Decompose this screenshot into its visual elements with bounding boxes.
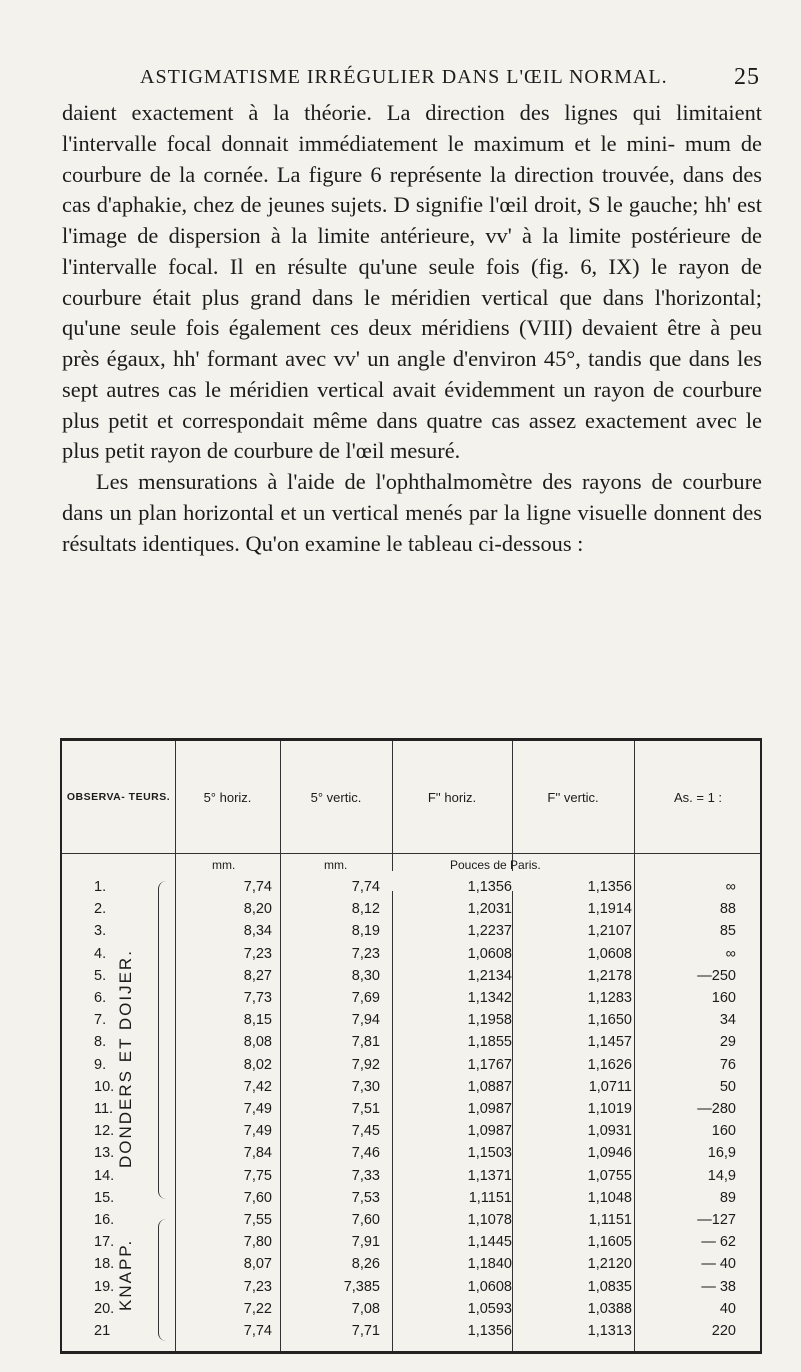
cell-astigmatism: 14,9 <box>707 1167 736 1184</box>
table-row <box>62 1234 760 1256</box>
table-row <box>62 990 760 1012</box>
table-row <box>62 1190 760 1212</box>
cell-5-vertic: 7,08 <box>351 1300 380 1317</box>
row-number: 14. <box>94 1167 115 1184</box>
table-row <box>62 879 760 901</box>
cell-astigmatism: 89 <box>719 1189 736 1206</box>
table-row <box>62 923 760 945</box>
header-5-horiz: 5° horiz. <box>203 789 252 805</box>
row-number: 17. <box>94 1234 115 1251</box>
cell-astigmatism: 76 <box>719 1056 736 1073</box>
cell-f-vertic: 1,1457 <box>587 1034 632 1051</box>
row-number: 20. <box>94 1300 115 1317</box>
row-number: 19. <box>94 1278 115 1295</box>
cell-f-horiz: 1,2031 <box>467 901 512 918</box>
cell-5-vertic: 7,74 <box>351 879 380 895</box>
cell-f-horiz: 1,1356 <box>467 879 512 895</box>
cell-5-vertic: 8,12 <box>351 901 380 918</box>
cell-5-vertic: 7,92 <box>351 1056 380 1073</box>
row-number: 12. <box>94 1123 115 1140</box>
header-rule <box>62 853 760 854</box>
cell-f-vertic: 1,0755 <box>587 1167 632 1184</box>
cell-f-vertic: 1,1313 <box>587 1323 632 1339</box>
cell-f-horiz: 1,1151 <box>468 1189 512 1206</box>
cell-astigmatism: 29 <box>719 1034 736 1051</box>
cell-5-vertic: 7,46 <box>351 1145 380 1162</box>
table-row <box>62 1079 760 1101</box>
cell-astigmatism: —280 <box>697 1101 736 1117</box>
cell-f-vertic: 1,0835 <box>587 1278 632 1295</box>
cell-5-horiz: 7,75 <box>243 1167 272 1184</box>
table-row <box>62 1256 760 1278</box>
header-astigmatism: As. = 1 : <box>673 789 723 805</box>
table-row <box>62 946 760 968</box>
cell-f-vertic: 1,1283 <box>587 990 632 1006</box>
cell-5-horiz: 7,74 <box>243 1323 272 1339</box>
cell-5-horiz: 8,15 <box>243 1012 272 1029</box>
cell-5-horiz: 8,08 <box>243 1034 272 1051</box>
cell-astigmatism: 88 <box>719 901 736 918</box>
cell-5-horiz: 8,34 <box>243 923 272 940</box>
table-row <box>62 1168 760 1190</box>
row-number: 13. <box>94 1145 115 1162</box>
row-number: 11. <box>94 1101 114 1117</box>
cell-f-horiz: 1,1855 <box>467 1034 512 1051</box>
cell-f-vertic: 1,1356 <box>587 879 632 895</box>
row-number: 21 <box>94 1323 111 1339</box>
group-label-donders: DONDERS ET DOIJER. <box>116 949 135 1169</box>
cell-f-vertic: 1,0608 <box>587 945 632 962</box>
row-number: 6. <box>94 990 107 1006</box>
table-row <box>62 1301 760 1323</box>
unit-mm: mm. <box>324 858 348 872</box>
row-number: 1. <box>94 879 107 895</box>
running-title: ASTIGMATISME IRRÉGULIER DANS L'ŒIL NORMAL. <box>140 66 668 88</box>
cell-5-vertic: 7,94 <box>351 1012 380 1029</box>
row-number: 16. <box>94 1212 115 1228</box>
table-row <box>62 1101 760 1123</box>
cell-5-vertic: 7,91 <box>351 1234 380 1251</box>
cell-5-horiz: 7,42 <box>243 1078 272 1095</box>
table-row <box>62 1123 760 1145</box>
cell-f-vertic: 1,1151 <box>588 1212 632 1228</box>
cell-5-vertic: 7,385 <box>343 1278 380 1295</box>
cell-astigmatism: ∞ <box>725 879 736 895</box>
cell-f-horiz: 1,2237 <box>467 923 512 940</box>
cell-f-horiz: 1,1356 <box>467 1323 512 1339</box>
cell-5-horiz: 7,73 <box>243 990 272 1006</box>
cell-f-horiz: 1,0987 <box>467 1123 512 1140</box>
cell-f-vertic: 1,1914 <box>587 901 632 918</box>
cell-5-horiz: 7,60 <box>243 1189 272 1206</box>
cell-5-horiz: 7,23 <box>243 945 272 962</box>
table-row <box>62 1034 760 1056</box>
cell-5-horiz: 7,80 <box>243 1234 272 1251</box>
cell-f-vertic: 1,2107 <box>587 923 632 940</box>
row-number: 4. <box>94 945 107 962</box>
cell-5-horiz: 8,20 <box>243 901 272 918</box>
cell-5-vertic: 7,30 <box>351 1078 380 1095</box>
cell-5-vertic: 7,23 <box>351 945 380 962</box>
cell-astigmatism: 85 <box>719 923 736 940</box>
cell-5-horiz: 7,49 <box>243 1123 272 1140</box>
cell-5-horiz: 7,23 <box>243 1278 272 1295</box>
cell-5-horiz: 7,55 <box>243 1212 272 1228</box>
cell-5-horiz: 8,02 <box>243 1056 272 1073</box>
cell-astigmatism: — 62 <box>701 1234 736 1251</box>
cell-5-vertic: 7,69 <box>351 990 380 1006</box>
unit-inches: Pouces de Paris. <box>450 858 541 872</box>
cell-astigmatism: —127 <box>697 1212 736 1228</box>
paragraph-2: Les mensurations à l'aide de l'ophthalmomètre des rayons de courbure dans un plan horizontal et un vertical menés par la ligne visuelle donnent des résultats identiques. Qu'on examine le tableau ci-dessous : <box>62 469 762 556</box>
data-table <box>60 738 762 1354</box>
cell-astigmatism: — 38 <box>701 1278 736 1295</box>
cell-astigmatism: —250 <box>697 967 736 984</box>
table-row <box>62 968 760 990</box>
cell-5-vertic: 7,33 <box>351 1167 380 1184</box>
cell-5-vertic: 7,45 <box>351 1123 380 1140</box>
cell-5-vertic: 7,51 <box>351 1101 380 1117</box>
cell-5-horiz: 7,84 <box>243 1145 272 1162</box>
cell-f-horiz: 1,1503 <box>467 1145 512 1162</box>
cell-5-vertic: 8,30 <box>351 967 380 984</box>
cell-f-horiz: 1,1078 <box>467 1212 512 1228</box>
table-row <box>62 1212 760 1234</box>
cell-5-vertic: 7,53 <box>351 1189 380 1206</box>
header-f-vertic: F'' vertic. <box>547 789 599 805</box>
cell-astigmatism: 16,9 <box>707 1145 736 1162</box>
row-number: 9. <box>94 1056 107 1073</box>
table-row <box>62 1012 760 1034</box>
row-number: 8. <box>94 1034 107 1051</box>
cell-5-horiz: 7,74 <box>243 879 272 895</box>
row-number: 2. <box>94 901 107 918</box>
table-row <box>62 1279 760 1301</box>
table-row <box>62 1323 760 1345</box>
header-f-horiz: F'' horiz. <box>427 789 477 805</box>
paragraph-1: daient exactement à la théorie. La direction des lignes qui limitaient l'intervalle focal donnait immédiatement le maximum et le mini- mum de courbure de la cornée. La figure 6 représente la direction trouvée, dans des cas d'aphakie, chez de jeunes sujets. D signifie l'œil droit, S le gauche; hh' est l'image de dispersion à la limite antérieure, vv' à la limite postérieure de l'intervalle focal. Il en résulte qu'une seule fois (fig. 6, IX) le rayon de courbure était plus grand dans le méridien vertical que dans l'horizontal; qu'une seule fois également ces deux méridiens (VIII) devaient être à peu près égaux, hh' formant avec vv' un angle d'environ 45°, tandis que dans les sept autres cas le méridien vertical avait évidemment un rayon de courbure plus petit et correspondait même dans quatre cas assez exactement avec le plus petit rayon de courbure de l'œil mesuré. <box>62 100 762 464</box>
cell-f-horiz: 1,0987 <box>467 1101 512 1117</box>
cell-5-horiz: 8,27 <box>243 967 272 984</box>
cell-f-horiz: 1,1958 <box>467 1012 512 1029</box>
table-row <box>62 1145 760 1167</box>
cell-5-vertic: 7,81 <box>351 1034 380 1051</box>
cell-5-horiz: 7,49 <box>243 1101 272 1117</box>
cell-astigmatism: 34 <box>719 1012 736 1029</box>
table-row <box>62 901 760 923</box>
cell-astigmatism: 220 <box>711 1323 736 1339</box>
cell-astigmatism: 40 <box>719 1300 736 1317</box>
group-label-knapp: KNAPP. <box>116 1238 135 1312</box>
row-number: 10. <box>94 1078 115 1095</box>
row-number: 15. <box>94 1189 115 1206</box>
cell-f-vertic: 1,1626 <box>587 1056 632 1073</box>
cell-f-vertic: 1,1605 <box>587 1234 632 1251</box>
cell-f-vertic: 1,1650 <box>587 1012 632 1029</box>
cell-f-horiz: 1,0608 <box>467 945 512 962</box>
cell-f-horiz: 1,0608 <box>467 1278 512 1295</box>
cell-f-horiz: 1,1767 <box>467 1056 512 1073</box>
cell-5-vertic: 8,26 <box>351 1256 380 1273</box>
cell-f-vertic: 1,1048 <box>587 1189 632 1206</box>
table-row <box>62 1057 760 1079</box>
cell-f-horiz: 1,1840 <box>467 1256 512 1273</box>
cell-f-vertic: 1,1019 <box>587 1101 632 1117</box>
page-number: 25 <box>734 64 760 90</box>
cell-f-vertic: 1,0711 <box>588 1078 632 1095</box>
row-number: 7. <box>94 1012 107 1029</box>
header-5-vertic: 5° vertic. <box>310 789 362 805</box>
cell-astigmatism: 160 <box>711 1123 736 1140</box>
cell-f-horiz: 1,1342 <box>467 990 512 1006</box>
cell-f-vertic: 1,2178 <box>587 967 632 984</box>
cell-5-horiz: 7,22 <box>243 1300 272 1317</box>
cell-f-horiz: 1,1445 <box>467 1234 512 1251</box>
cell-f-vertic: 1,0931 <box>587 1123 632 1140</box>
cell-f-horiz: 1,1371 <box>467 1167 512 1184</box>
row-number: 18. <box>94 1256 115 1273</box>
cell-f-horiz: 1,0593 <box>467 1300 512 1317</box>
row-number: 3. <box>94 923 107 940</box>
cell-5-vertic: 8,19 <box>351 923 380 940</box>
cell-f-vertic: 1,2120 <box>587 1256 632 1273</box>
cell-astigmatism: 160 <box>711 990 736 1006</box>
unit-mm: mm. <box>212 858 236 872</box>
cell-f-horiz: 1,2134 <box>467 967 512 984</box>
header-observers: OBSERVA- TEURS. <box>66 791 171 803</box>
cell-f-vertic: 1,0388 <box>587 1300 632 1317</box>
cell-5-vertic: 7,60 <box>351 1212 380 1228</box>
cell-f-horiz: 1,0887 <box>467 1078 512 1095</box>
cell-astigmatism: — 40 <box>701 1256 736 1273</box>
row-number: 5. <box>94 967 107 984</box>
body-text <box>62 98 762 559</box>
cell-astigmatism: 50 <box>719 1078 736 1095</box>
cell-5-vertic: 7,71 <box>351 1323 380 1339</box>
cell-f-vertic: 1,0946 <box>587 1145 632 1162</box>
cell-5-horiz: 8,07 <box>243 1256 272 1273</box>
cell-astigmatism: ∞ <box>725 945 736 962</box>
